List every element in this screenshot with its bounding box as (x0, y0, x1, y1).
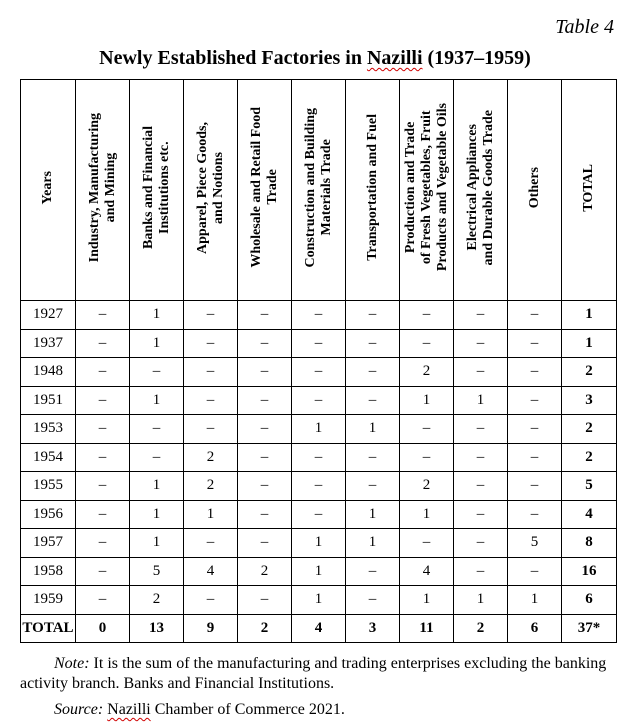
column-header (346, 80, 400, 301)
table-cell: – (238, 329, 292, 358)
table-cell: – (454, 529, 508, 558)
table-cell: – (238, 415, 292, 444)
table-cell: – (292, 500, 346, 529)
year-cell: 1956 (21, 500, 76, 529)
row-total-cell: 1 (562, 329, 617, 358)
table-cell: – (238, 500, 292, 529)
year-cell: 1951 (21, 386, 76, 415)
year-cell: 1927 (21, 301, 76, 330)
table-cell: – (76, 557, 130, 586)
title-suffix: (1937–1959) (422, 47, 531, 69)
column-header-label: Others (526, 166, 542, 209)
totals-cell: 2 (454, 614, 508, 643)
table-cell: – (76, 443, 130, 472)
table-cell: – (184, 358, 238, 387)
table-cell: – (454, 443, 508, 472)
table-cell: 1 (400, 500, 454, 529)
row-total-cell: 4 (562, 500, 617, 529)
table-cell: – (508, 443, 562, 472)
table-cell: – (346, 472, 400, 501)
table-cell: 1 (346, 415, 400, 444)
table-cell: 1 (292, 415, 346, 444)
table-cell: – (76, 472, 130, 501)
table-cell: 1 (400, 586, 454, 615)
totals-cell: 9 (184, 614, 238, 643)
table-row (21, 386, 617, 415)
column-header-label: Years (40, 170, 55, 205)
table-cell: – (184, 386, 238, 415)
factories-table (20, 79, 617, 643)
table-row (21, 500, 617, 529)
table-cell: – (454, 415, 508, 444)
totals-cell: 4 (292, 614, 346, 643)
table-cell: – (238, 472, 292, 501)
table-cell: – (238, 358, 292, 387)
totals-row (21, 614, 617, 643)
table-cell: – (184, 586, 238, 615)
table-cell: – (508, 500, 562, 529)
table-cell: – (454, 358, 508, 387)
table-cell: 1 (130, 500, 184, 529)
column-header (292, 80, 346, 301)
table-cell: 1 (346, 500, 400, 529)
column-header-label: Apparel, Piece Goods, and Notions (194, 121, 226, 254)
table-cell: 1 (454, 586, 508, 615)
table-cell: – (454, 472, 508, 501)
table-cell: – (400, 301, 454, 330)
column-header-label: Transportation and Fuel (364, 114, 380, 261)
table-body (21, 301, 617, 643)
row-total-cell: 1 (562, 301, 617, 330)
table-cell: 4 (184, 557, 238, 586)
table-cell: – (292, 472, 346, 501)
table-cell: – (76, 500, 130, 529)
totals-cell: 2 (238, 614, 292, 643)
table-cell: 2 (238, 557, 292, 586)
table-row (21, 472, 617, 501)
table-cell: 2 (184, 443, 238, 472)
totals-cell: 13 (130, 614, 184, 643)
table-cell: 2 (400, 472, 454, 501)
column-header-label: Construction and Building Materials Trade (302, 107, 334, 268)
table-cell: – (184, 529, 238, 558)
table-cell: 1 (184, 500, 238, 529)
table-cell: 1 (292, 586, 346, 615)
column-header-label: Production and Trade of Fresh Vegetables, Fruit Products and Vegetable Oils (402, 103, 450, 272)
table-cell: – (346, 386, 400, 415)
table-cell: – (292, 301, 346, 330)
row-total-cell: 2 (562, 443, 617, 472)
table-cell: – (238, 301, 292, 330)
totals-cell: 0 (76, 614, 130, 643)
table-cell: – (346, 443, 400, 472)
table-row (21, 329, 617, 358)
column-header (400, 80, 454, 301)
table-cell: 1 (130, 386, 184, 415)
row-total-cell: 6 (562, 586, 617, 615)
table-cell: 1 (130, 529, 184, 558)
year-cell: 1953 (21, 415, 76, 444)
table-row (21, 557, 617, 586)
table-cell: 1 (508, 586, 562, 615)
totals-cell: 11 (400, 614, 454, 643)
column-header (508, 80, 562, 301)
totals-cell: 37* (562, 614, 617, 643)
table-cell: 1 (292, 557, 346, 586)
table-cell: – (400, 415, 454, 444)
table-cell: – (508, 301, 562, 330)
table-title (0, 47, 630, 70)
table-cell: 2 (184, 472, 238, 501)
row-total-cell: 2 (562, 358, 617, 387)
row-total-cell: 8 (562, 529, 617, 558)
table-cell: 1 (454, 386, 508, 415)
year-cell: 1954 (21, 443, 76, 472)
table-cell: – (400, 529, 454, 558)
column-header-label: TOTAL (581, 163, 596, 212)
column-header (184, 80, 238, 301)
note-text: It is the sum of the manufacturing and trading enterprises excluding the banking activity branch. Banks and Financial Institutions. (20, 655, 607, 692)
table-cell: – (400, 443, 454, 472)
source-label: Source: (54, 701, 104, 718)
table-cell: – (508, 557, 562, 586)
year-cell: 1959 (21, 586, 76, 615)
column-header-label: Electrical Appliances and Durable Goods Trade (464, 109, 496, 266)
table-cell: – (454, 557, 508, 586)
column-header (76, 80, 130, 301)
table-row (21, 586, 617, 615)
totals-cell: 3 (346, 614, 400, 643)
table-cell: – (292, 329, 346, 358)
row-total-cell: 3 (562, 386, 617, 415)
row-total-cell: 16 (562, 557, 617, 586)
table-cell: – (130, 443, 184, 472)
table-cell: – (508, 472, 562, 501)
table-cell: – (76, 586, 130, 615)
table-cell: 1 (400, 386, 454, 415)
table-cell: – (76, 329, 130, 358)
row-total-cell: 2 (562, 415, 617, 444)
table-cell: 2 (130, 586, 184, 615)
table-cell: 4 (400, 557, 454, 586)
table-cell: – (508, 386, 562, 415)
table-cell: – (454, 301, 508, 330)
table-cell: – (130, 415, 184, 444)
table-cell: – (238, 586, 292, 615)
column-header-label: Banks and Financial Institutions etc. (140, 126, 172, 249)
table-cell: – (184, 415, 238, 444)
table-cell: – (508, 358, 562, 387)
table-cell: – (454, 500, 508, 529)
table-note (20, 654, 620, 694)
table-cell: – (508, 329, 562, 358)
year-cell: 1948 (21, 358, 76, 387)
table-cell: – (346, 329, 400, 358)
table-cell: 2 (400, 358, 454, 387)
table-cell: – (292, 358, 346, 387)
table-cell: – (76, 358, 130, 387)
title-prefix: Newly Established Factories in (99, 47, 367, 69)
table-cell: – (454, 329, 508, 358)
column-header-label: Wholesale and Retail Food Trade (248, 107, 280, 268)
table-cell: – (508, 415, 562, 444)
year-cell: 1937 (21, 329, 76, 358)
totals-cell: 6 (508, 614, 562, 643)
year-cell: 1957 (21, 529, 76, 558)
table-cell: 5 (508, 529, 562, 558)
table-cell: – (292, 386, 346, 415)
row-total-cell: 5 (562, 472, 617, 501)
table-cell: – (76, 386, 130, 415)
table-row (21, 358, 617, 387)
source-text: Chamber of Commerce 2021. (150, 701, 345, 718)
column-header (238, 80, 292, 301)
table-cell: 1 (130, 472, 184, 501)
table-cell: 1 (346, 529, 400, 558)
table-cell: – (346, 557, 400, 586)
table-cell: – (76, 301, 130, 330)
column-header (562, 80, 617, 301)
table-row (21, 301, 617, 330)
table-cell: – (130, 358, 184, 387)
year-cell: 1955 (21, 472, 76, 501)
table-cell: – (76, 415, 130, 444)
table-cell: – (238, 443, 292, 472)
column-header (454, 80, 508, 301)
table-row (21, 415, 617, 444)
column-header (21, 80, 76, 301)
table-cell: – (346, 586, 400, 615)
header-row (21, 80, 617, 301)
title-place: Nazilli (366, 47, 423, 69)
column-header (130, 80, 184, 301)
table-row (21, 529, 617, 558)
table-cell: 5 (130, 557, 184, 586)
table-cell: 1 (292, 529, 346, 558)
table-cell: – (184, 329, 238, 358)
year-cell: 1958 (21, 557, 76, 586)
source-place: Nazilli (107, 701, 151, 718)
table-cell: – (184, 301, 238, 330)
column-header-label: Industry, Manufacturing and Mining (86, 112, 118, 263)
table-cell: – (76, 529, 130, 558)
table-cell: – (292, 443, 346, 472)
totals-label-cell: TOTAL (21, 614, 76, 643)
table-cell: – (346, 301, 400, 330)
note-label: Note: (54, 655, 90, 672)
table-cell: – (400, 329, 454, 358)
table-cell: 1 (130, 301, 184, 330)
table-number-label: Table 4 (555, 16, 614, 38)
table-cell: – (346, 358, 400, 387)
table-cell: 1 (130, 329, 184, 358)
table-cell: – (238, 386, 292, 415)
table-source (54, 701, 345, 719)
table-cell: – (238, 529, 292, 558)
table-row (21, 443, 617, 472)
